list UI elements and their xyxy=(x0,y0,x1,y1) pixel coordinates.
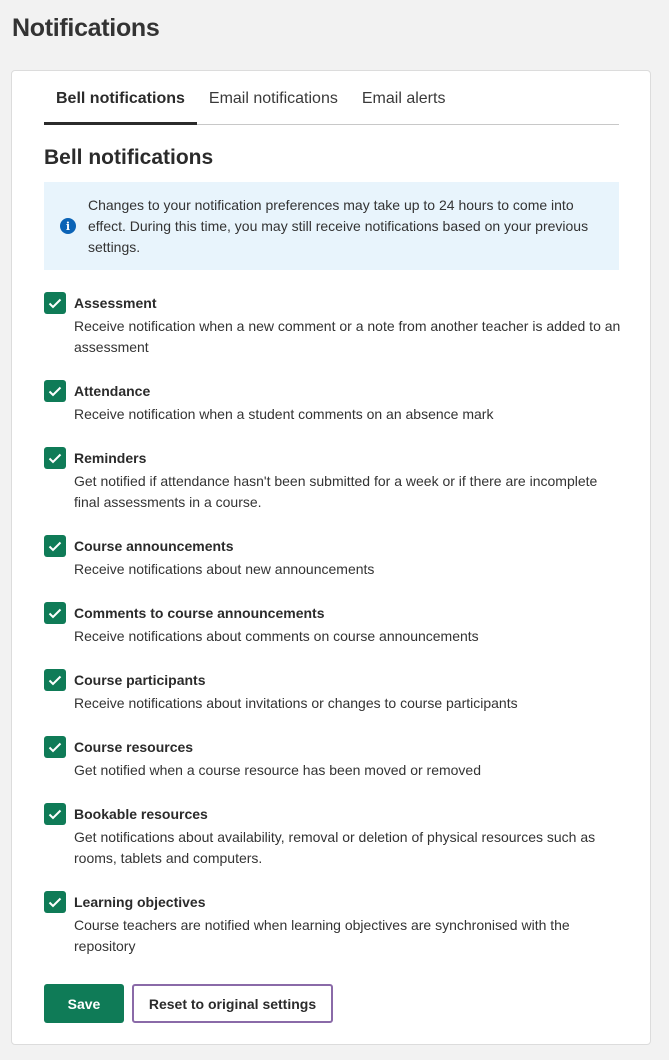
option-label: Comments to course announcements xyxy=(74,605,325,621)
section-title: Bell notifications xyxy=(44,146,214,169)
option-label: Course resources xyxy=(74,739,194,755)
checkbox-course-announcements[interactable] xyxy=(44,535,66,557)
option-label: Course announcements xyxy=(74,538,234,554)
checkmark-icon xyxy=(48,453,62,464)
checkmark-icon xyxy=(48,541,62,552)
tab-bell-notifications[interactable]: Bell notifications xyxy=(44,85,197,125)
option-learning-objectives xyxy=(44,891,624,979)
option-course-participants xyxy=(44,669,624,736)
checkbox-comments-to-course-announcements[interactable] xyxy=(44,602,66,624)
option-description: Receive notification when a student comments on an absence mark xyxy=(74,406,494,422)
option-bookable-resources xyxy=(44,803,624,891)
info-icon: i xyxy=(60,218,76,234)
checkbox-reminders[interactable] xyxy=(44,447,66,469)
option-description: Receive notifications about new announcements xyxy=(74,561,375,577)
option-description: Get notified when a course resource has been moved or removed xyxy=(74,762,482,778)
checkmark-icon xyxy=(48,897,62,908)
info-text: Changes to your notification preferences may take up to 24 hours to come into effect. During this time, you may still receive notifications based on your previous settings. xyxy=(88,196,589,255)
checkbox-course-participants[interactable] xyxy=(44,669,66,691)
tab-bar xyxy=(44,85,619,125)
checkmark-icon xyxy=(48,809,62,820)
option-comments-to-course-announcements xyxy=(44,602,624,669)
checkbox-attendance[interactable] xyxy=(44,380,66,402)
tab-email-alerts[interactable]: Email alerts xyxy=(361,90,446,107)
checkbox-learning-objectives[interactable] xyxy=(44,891,66,913)
option-attendance xyxy=(44,380,624,447)
checkmark-icon xyxy=(48,298,62,309)
option-assessment xyxy=(44,292,624,380)
option-label: Course participants xyxy=(74,672,206,688)
option-course-resources xyxy=(44,736,624,803)
option-label: Assessment xyxy=(74,295,157,311)
action-buttons xyxy=(44,984,333,1023)
checkmark-icon xyxy=(48,675,62,686)
option-label: Reminders xyxy=(74,450,147,466)
option-description: Get notified if attendance hasn't been submitted for a week or if there are incomplete final assessments in a course. xyxy=(74,473,598,510)
checkmark-icon xyxy=(48,608,62,619)
option-reminders xyxy=(44,447,624,535)
checkbox-bookable-resources[interactable] xyxy=(44,803,66,825)
info-banner xyxy=(44,182,619,270)
option-description: Receive notification when a new comment or a note from another teacher is added to an assessment xyxy=(74,318,621,355)
checkmark-icon xyxy=(48,742,62,753)
checkbox-course-resources[interactable] xyxy=(44,736,66,758)
checkbox-assessment[interactable] xyxy=(44,292,66,314)
option-description: Course teachers are notified when learning objectives are synchronised with the repository xyxy=(74,917,570,954)
tab-email-notifications[interactable]: Email notifications xyxy=(208,90,338,107)
checkmark-icon xyxy=(48,386,62,397)
settings-card xyxy=(11,70,651,1045)
page-title: Notifications xyxy=(12,14,160,42)
option-course-announcements xyxy=(44,535,624,602)
option-description: Get notifications about availability, removal or deletion of physical resources such as rooms, tablets and computers. xyxy=(74,829,596,866)
option-description: Receive notifications about comments on course announcements xyxy=(74,628,479,644)
save-button[interactable]: Save xyxy=(44,984,124,1023)
option-label: Bookable resources xyxy=(74,806,208,822)
notification-options xyxy=(44,292,624,979)
option-label: Learning objectives xyxy=(74,894,206,910)
option-label: Attendance xyxy=(74,383,151,399)
reset-button[interactable]: Reset to original settings xyxy=(132,984,333,1023)
option-description: Receive notifications about invitations or changes to course participants xyxy=(74,695,518,711)
